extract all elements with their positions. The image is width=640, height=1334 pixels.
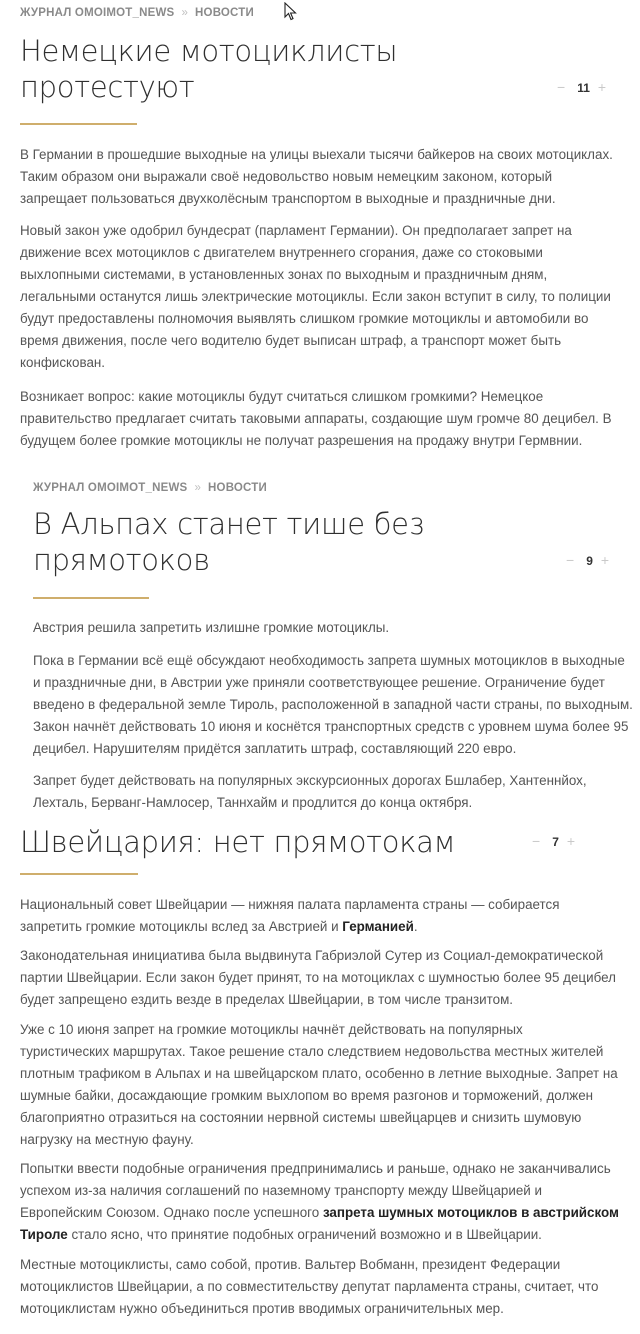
title-underline: [33, 597, 149, 599]
text-line: успехом из-за наличия соглашений по наземному транспорту между Швейцарией и: [20, 1183, 542, 1198]
text-line: Австрия решила запретить излишне громкие мотоциклы.: [33, 620, 390, 635]
article-paragraph: [20, 894, 630, 938]
vote-count: 11: [577, 81, 590, 95]
germany-link[interactable]: Германией: [342, 919, 414, 934]
austria-ban-link[interactable]: запрета шумных мотоциклов в австрийском: [322, 1205, 619, 1220]
breadcrumb-section-link[interactable]: НОВОСТИ: [195, 7, 254, 19]
article-body: [20, 220, 630, 374]
text-line: запрещает пользоваться двухколёсным транспортом в выходные и праздничные дни.: [20, 191, 556, 206]
vote-count: 9: [586, 554, 593, 568]
text-line: Законодательная инициатива была выдвинута Габриэлой Сутер из Социал-демократической: [20, 948, 604, 963]
text-line: Попытки ввести подобные ограничения предпринимались и раньше, однако не заканчивались: [20, 1161, 611, 1176]
article-body: [20, 945, 630, 1011]
breadcrumb: [20, 7, 254, 19]
text-line: стало ясно, что принятие подобных ограничений возможно и в Швейцарии.: [67, 1227, 542, 1242]
article-title-line: Немецкие мотоциклисты: [20, 34, 398, 68]
vote-up-button[interactable]: +: [597, 79, 607, 95]
article-body: [20, 386, 630, 452]
text-line: Местные мотоциклисты, само собой, против. Вальтер Вобманн, президент Федерации: [20, 1257, 561, 1272]
article-paragraph: [20, 1254, 630, 1320]
text-line: движение всех мотоциклов с двигателем внутреннего сгорания, даже со стоковыми: [20, 245, 543, 260]
article-title: [20, 824, 520, 860]
text-line: Европейским Союзом. Однако после успешного: [20, 1205, 323, 1220]
title-underline: [20, 123, 137, 125]
text-line: выхлопными системами, в установленных зонах по выходным и праздничным дням,: [20, 267, 548, 282]
tirol-link[interactable]: Тироле: [20, 1227, 68, 1242]
vote-up-button[interactable]: +: [600, 552, 610, 568]
text-line: плотным трафиком в Альпах и на швейцарском плато, особенно в летние выходные. Запрет на: [20, 1066, 618, 1081]
article-title: [33, 506, 533, 578]
text-line: мотоциклистов Швейцарии, а по совместительству депутат парламента страны, считает, что: [20, 1279, 599, 1294]
text-line: Национальный совет Швейцарии — нижняя палата парламента страны — собирается: [20, 897, 560, 912]
article-body: [20, 1158, 630, 1246]
article-paragraph: [20, 144, 630, 210]
text-line: введено в федеральной земле Тироль, расположенной в западной части страны, по выходным.: [33, 697, 633, 712]
breadcrumb-journal-link[interactable]: ЖУРНАЛ OMOIMOT_NEWS: [20, 7, 175, 19]
text-line: туристических маршрутах. Такое решение стало следствием недовольства местных жителей: [20, 1044, 604, 1059]
text-line: запретить громкие мотоциклы вслед за Австрией и: [20, 919, 343, 934]
title-underline: [20, 873, 138, 875]
article-title: [20, 33, 520, 105]
vote-up-button[interactable]: +: [566, 833, 576, 849]
article-body: [33, 770, 633, 814]
text-line: В Германии в прошедшие выходные на улицы выехали тысячи байкеров на своих мотоциклах.: [20, 147, 613, 162]
text-line: Уже с 10 июня запрет на громкие мотоциклы начнёт действовать на популярных: [20, 1022, 523, 1037]
text-line: .: [413, 919, 418, 934]
article-title-line: прямотоков: [33, 543, 210, 577]
text-line: Запрет будет действовать на популярных экскурсионных дорогах Бшлабер, Хантеннйох,: [33, 773, 587, 788]
breadcrumb-separator-icon: »: [194, 482, 202, 494]
mouse-cursor-icon: [284, 2, 298, 22]
vote-counter: [566, 552, 609, 568]
text-line: Лехталь, Берванг-Намлосер, Таннхайм и продлится до конца октября.: [33, 795, 473, 810]
text-line: будет запрещено ездить везде в пределах Швейцарии, в том числе транзитом.: [20, 992, 513, 1007]
text-line: децибел. Нарушителям придётся заплатить штраф, составляющий 220 евро.: [33, 741, 517, 756]
text-line: время движения, после чего водителю будет выписан штраф, а транспорт может быть: [20, 333, 562, 348]
article-paragraph: [33, 650, 633, 760]
article-paragraph: [20, 1158, 630, 1246]
text-line: Новый закон уже одобрил бундесрат (парламент Германии). Он предполагает запрет на: [20, 223, 572, 238]
vote-counter: [532, 833, 575, 849]
article-body: [20, 1019, 630, 1151]
vote-down-button[interactable]: −: [566, 552, 575, 568]
article-title-line: протестуют: [20, 70, 195, 104]
breadcrumb-journal-link[interactable]: ЖУРНАЛ OMOIMOT_NEWS: [33, 482, 188, 494]
article-body: [33, 617, 633, 639]
vote-down-button[interactable]: −: [532, 833, 541, 849]
text-line: нагрузку на местную фауну.: [20, 1132, 194, 1147]
breadcrumb-section-link[interactable]: НОВОСТИ: [208, 482, 267, 494]
article-body: [20, 894, 630, 938]
text-line: правительство предлагает считать таковыми аппараты, создающие шум громче 80 децибел. В: [20, 411, 612, 426]
vote-counter: [557, 79, 606, 95]
text-line: будут предоставлены полномочия выявлять слишком громкие мотоциклы и автомобили во: [20, 311, 589, 326]
vote-count: 7: [552, 835, 559, 849]
breadcrumb-separator-icon: »: [181, 7, 189, 19]
text-line: Таким образом они выражали своё недовольство новым немецким законом, который: [20, 169, 553, 184]
text-line: Закон начнёт действовать 10 июня и коснётся транспортных средств с уровнем шума более 95: [33, 719, 629, 734]
text-line: Возникает вопрос: какие мотоциклы будут считаться слишком громкими? Немецкое: [20, 389, 544, 404]
article-body: [20, 1254, 630, 1320]
text-line: благоприятно отразиться на состоянии нервной системы швейцарцев и снизить шумовую: [20, 1110, 582, 1125]
article-paragraph: [33, 770, 633, 814]
article-paragraph: [20, 386, 630, 452]
text-line: шумные байки, досаждающие громким выхлопом во время разгонов и торможений, должен: [20, 1088, 594, 1103]
text-line: и праздничные дни, в Австрии уже приняли соответствующее решение. Ограничение будет: [33, 675, 605, 690]
text-line: конфискован.: [20, 355, 106, 370]
article-paragraph: [20, 220, 630, 374]
text-line: мотоциклистам нужно объединиться против вводимых ограничительных мер.: [20, 1301, 504, 1316]
text-line: легальными останутся лишь электрические мотоциклы. Если закон вступит в силу, то полиции: [20, 289, 611, 304]
article-paragraph: [33, 617, 633, 639]
breadcrumb: [33, 482, 267, 494]
article-paragraph: [20, 1019, 630, 1151]
article-body: [20, 144, 630, 210]
text-line: партии Швейцарии. Если закон будет принят, то на мотоциклах с шумностью более 95 децибел: [20, 970, 616, 985]
article-body: [33, 650, 633, 760]
vote-down-button[interactable]: −: [557, 79, 566, 95]
article-title-line: В Альпах станет тише без: [33, 507, 425, 541]
text-line: будущем более громкие мотоциклы не получат разрешения на продажу внутри Гермвнии.: [20, 433, 583, 448]
article-paragraph: [20, 945, 630, 1011]
text-line: Пока в Германии всё ещё обсуждают необходимость запрета шумных мотоциклов в выходные: [33, 653, 625, 668]
article-title-line: Швейцария: нет прямотокам: [20, 825, 456, 859]
